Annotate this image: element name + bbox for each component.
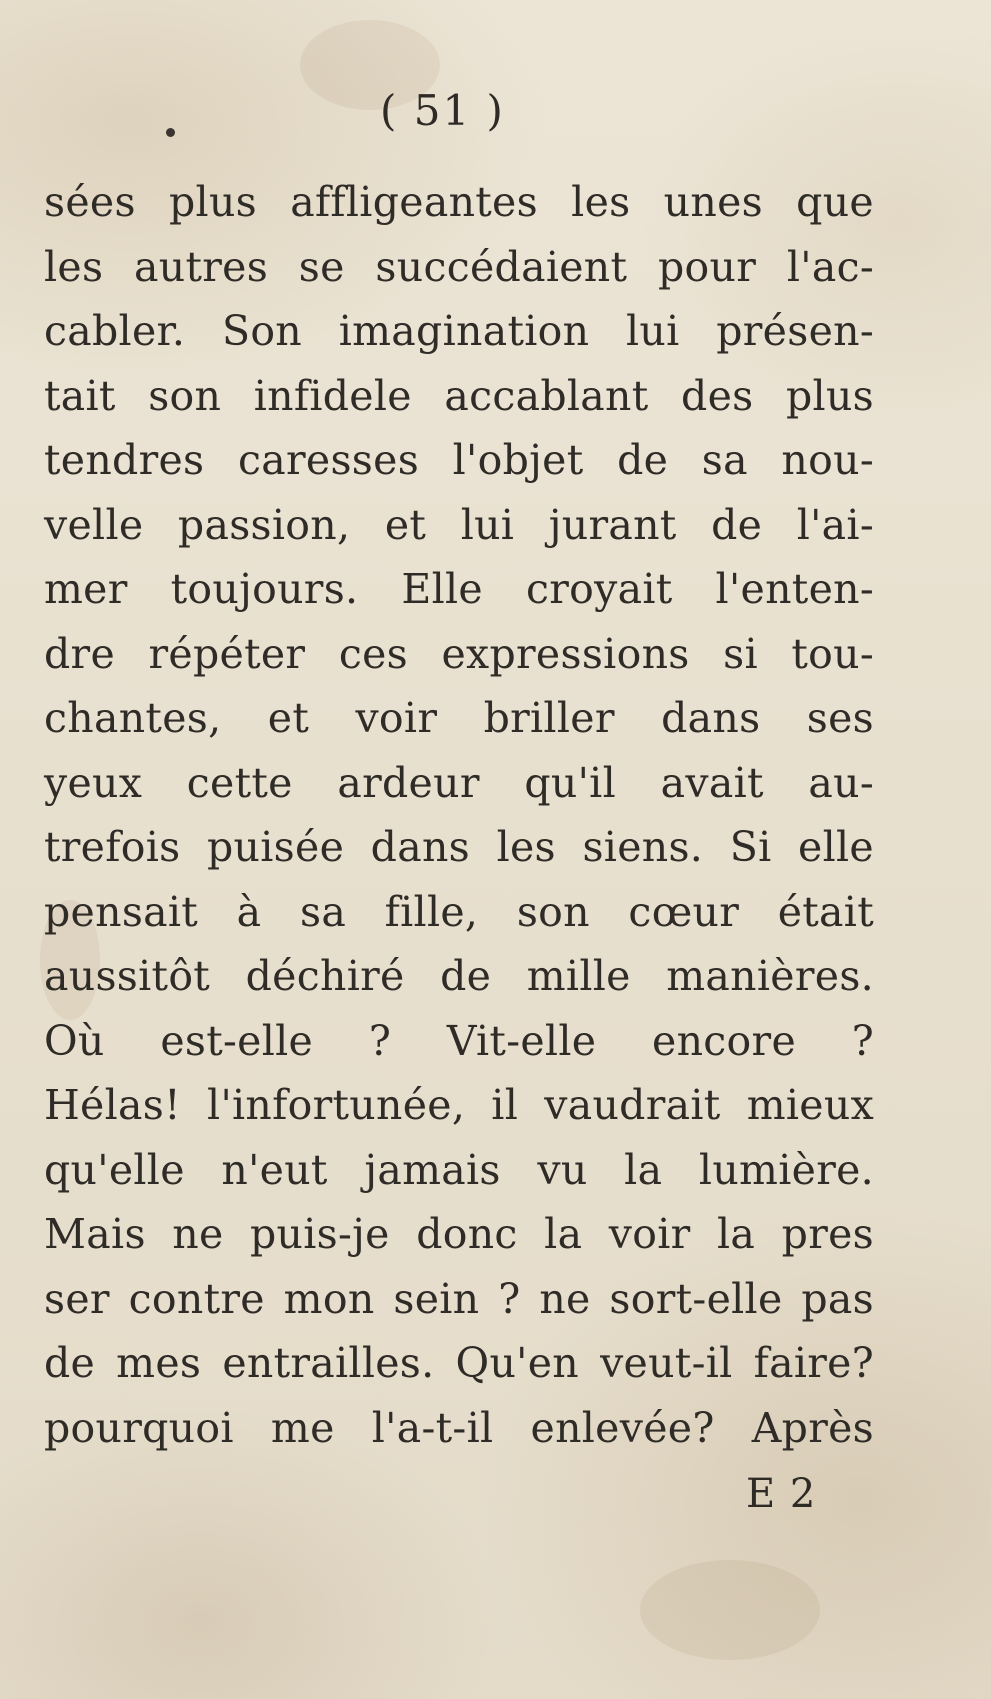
text-line: trefois puisée dans les siens. Si elle <box>44 823 874 871</box>
text-line: tait son infidele accablant des plus <box>44 371 874 420</box>
text-line: mer toujours. Elle croyait l'enten- <box>44 565 874 613</box>
text-line: qu'elle n'eut jamais vu la lumière. <box>44 1145 874 1194</box>
page-number: ( 51 ) <box>380 86 505 135</box>
text-line: pourquoi me l'a-t-il enlevée? Après <box>44 1403 874 1452</box>
text-line: Où est-elle ? Vit-elle encore ? <box>44 1016 874 1065</box>
text-line: dre répéter ces expressions si tou- <box>44 629 874 678</box>
text-line: chantes, et voir briller dans ses <box>44 694 874 742</box>
text-line: cabler. Son imagination lui présen- <box>44 307 874 355</box>
signature-mark: E 2 <box>746 1471 817 1517</box>
paper-stain <box>640 1560 820 1660</box>
text-line: de mes entrailles. Qu'en veut-il faire? <box>44 1339 874 1387</box>
ink-dot <box>166 128 175 137</box>
text-line: aussitôt déchiré de mille manières. <box>44 952 874 1000</box>
text-line: les autres se succédaient pour l'ac- <box>44 242 874 291</box>
text-line: sées plus affligeantes les unes que <box>44 178 874 226</box>
text-line: pensait à sa fille, son cœur était <box>44 887 874 936</box>
text-line: Mais ne puis-je donc la voir la pres <box>44 1210 874 1258</box>
text-line: velle passion, et lui jurant de l'ai- <box>44 500 874 549</box>
body-text <box>44 170 874 1460</box>
text-line: ser contre mon sein ? ne sort-elle pas <box>44 1274 874 1323</box>
text-line: Hélas! l'infortunée, il vaudrait mieux <box>44 1081 874 1129</box>
text-line: tendres caresses l'objet de sa nou- <box>44 436 874 484</box>
text-line: yeux cette ardeur qu'il avait au- <box>44 758 874 807</box>
